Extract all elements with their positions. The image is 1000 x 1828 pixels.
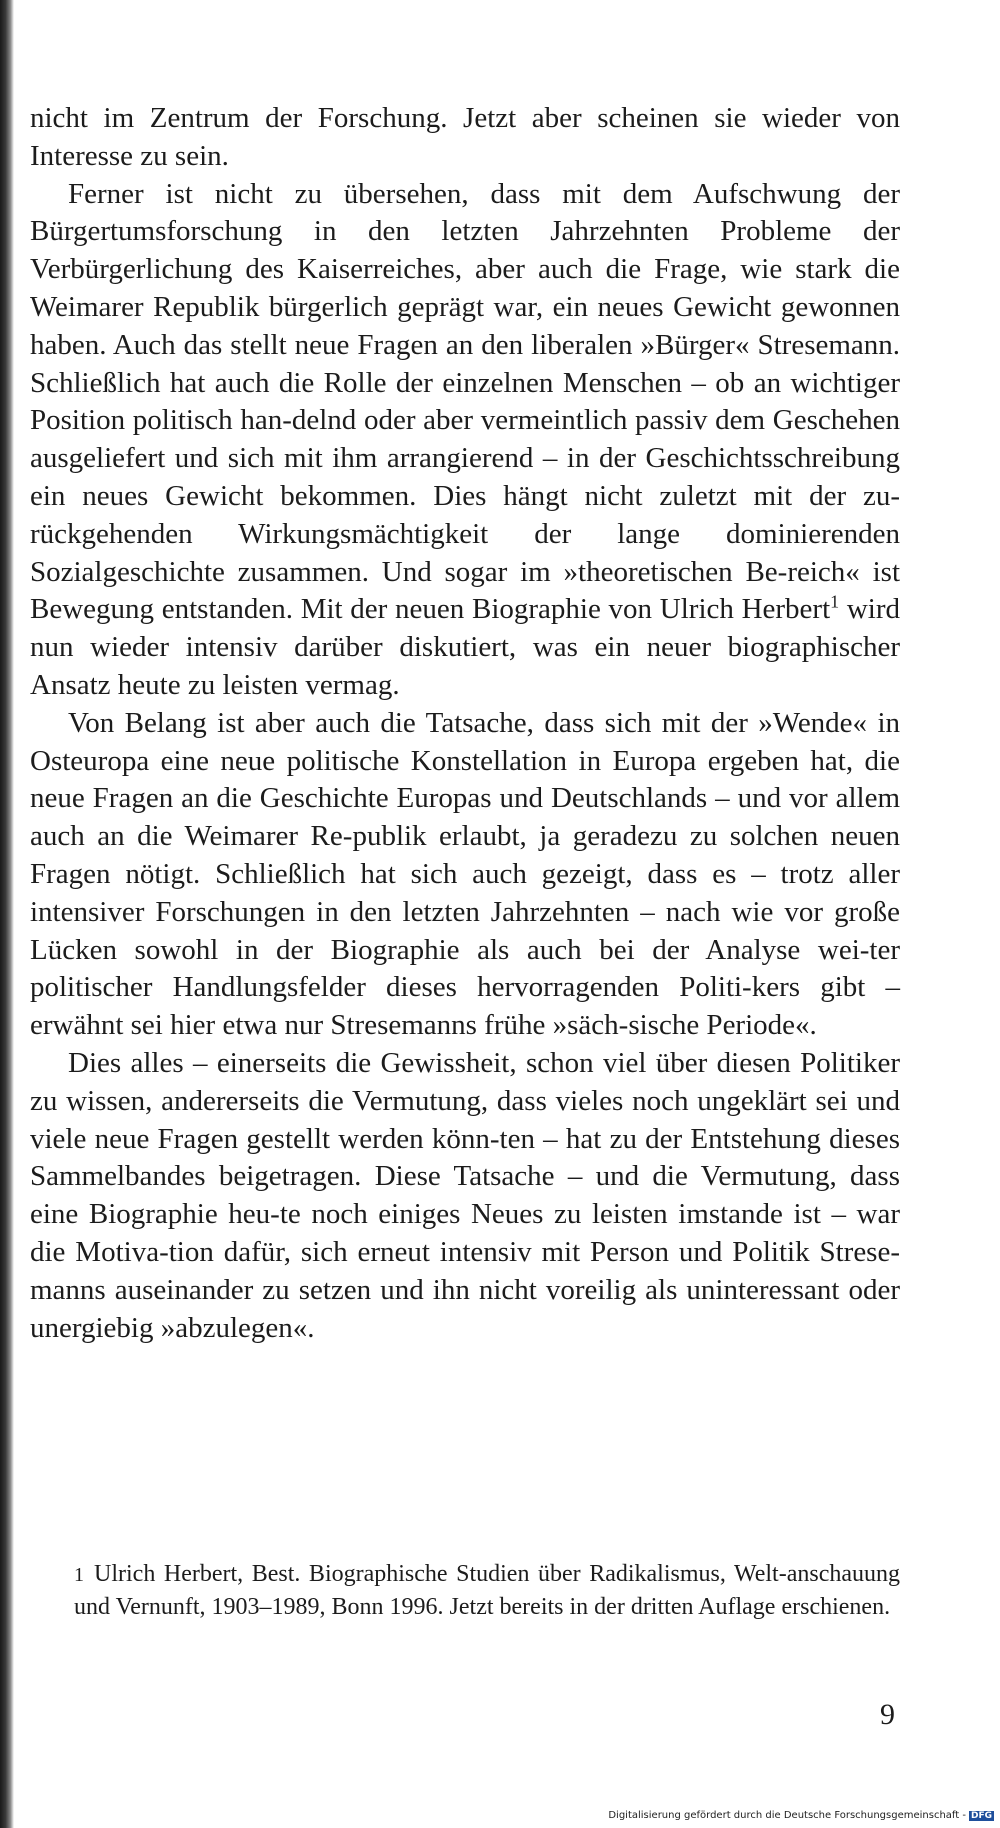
text-line: Ulrich Herbert — [659, 593, 831, 626]
text-line: und Deutschlands – und vor allem auch an die Weimarer Re- — [30, 782, 900, 853]
text-line: delnd oder aber vermeintlich passiv dem Geschehen ausgeliefert — [30, 404, 900, 475]
text-line: stark die Weimarer Republik bürgerlich geprägt war, ein neues — [30, 253, 900, 323]
text-line: neues Gewicht bekommen. Dies hängt nicht zuletzt mit der zu- — [82, 479, 900, 512]
text-line: Politiker zu wissen, andererseits die Vermutung, dass vieles — [30, 1046, 901, 1117]
text-line: te noch einiges Neues zu leisten imstande ist – war die Motiva- — [30, 1198, 901, 1268]
text-line: von Interesse zu sein. — [30, 102, 901, 172]
text-line: wird nun wieder intensiv darüber diskutiert, — [30, 593, 901, 664]
text-line: manns auseinander zu setzen und ihn nicht voreilig als — [30, 1273, 678, 1306]
text-line: Forschungen in den letzten Jahrzehnten – nach wie vor große — [155, 895, 900, 928]
text-line: Verbürgerlichung des Kaiserreiches, aber auch die Frage, wie — [30, 253, 783, 286]
text-line: reich« ist Bewegung entstanden. Mit der neuen Biographie von — [30, 555, 901, 626]
text-line: tion dafür, sich erneut intensiv mit Person und Politik Strese- — [168, 1235, 900, 1268]
footnote-text — [30, 1558, 900, 1623]
text-line: Ferner ist nicht zu übersehen, dass mit dem Aufschwung der — [68, 177, 900, 210]
text-line: liberalen »Bürger« Stresemann. Schließlich hat auch die Rolle der — [30, 328, 901, 399]
footnote-line: anschauung und Vernunft, 1903–1989, Bonn 1996. Jetzt bereits in der dritten — [74, 1561, 900, 1620]
dfg-logo: DFG — [970, 1811, 992, 1821]
text-line: Europa ergeben hat, die neue Fragen an die Geschichte Europas — [30, 744, 900, 815]
footnote-marker: 1 — [74, 1564, 84, 1586]
text-line: einzelnen Menschen – ob an wichtiger Position politisch han- — [30, 366, 900, 437]
text-line: Schließlich hat sich auch gezeigt, dass es – trotz aller intensiver — [30, 857, 900, 928]
digitization-credit — [608, 1810, 994, 1821]
footnote-line: Ulrich Herbert, Best. Biographische Studien über Radikalismus, Welt- — [94, 1561, 787, 1587]
text-line: was ein neuer biographischer Ansatz heute zu leisten vermag. — [30, 631, 900, 701]
footnote-line: Auflage erschienen. — [698, 1594, 891, 1620]
text-line: »Wende« in Osteuropa eine neue politische Konstellation in — [30, 706, 901, 777]
text-line: Diese Tatsache – und die Vermutung, dass eine Biographie heu- — [30, 1160, 901, 1231]
text-line: sische Periode«. — [628, 1009, 817, 1042]
text-line: ten – hat zu der Entstehung dieses Sammelbandes beigetragen. — [30, 1122, 901, 1193]
text-line: noch ungeklärt sei und viele neue Fragen gestellt werden könn- — [30, 1084, 900, 1155]
text-line: Dies alles – einerseits die Gewissheit, schon viel über diesen — [68, 1046, 791, 1079]
footnote-reference: 1 — [830, 591, 840, 612]
text-line: Gewicht gewonnen haben. Auch das stellt neue Fragen an den — [30, 290, 901, 361]
paragraph-2 — [30, 176, 900, 705]
paragraph-3 — [30, 705, 900, 1045]
text-line: und sich mit ihm arrangierend – in der Geschichtsschreibung ein — [30, 442, 900, 512]
paragraph-4 — [30, 1045, 900, 1347]
text-line: rückgehenden Wirkungsmächtigkeit der lange dominierenden — [30, 517, 900, 550]
text-line: Von Belang ist aber auch die Tatsache, dass sich mit der — [68, 706, 748, 739]
text-line: nicht im Zentrum der Forschung. Jetzt aber scheinen sie wieder — [30, 102, 841, 134]
text-line: Sozialgeschichte zusammen. Und sogar im »theoretischen Be- — [30, 555, 788, 588]
footnote — [30, 1558, 900, 1623]
text-line: ter politischer Handlungsfelder dieses hervorragenden Politi- — [30, 933, 900, 1004]
page-number: 9 — [880, 1698, 895, 1731]
text-line: Lücken sowohl in der Biographie als auch bei der Analyse wei- — [30, 933, 870, 966]
page-binding-shadow — [0, 0, 14, 1828]
body-text — [30, 100, 900, 1347]
text-line: uninteressant oder unergiebig »abzulegen«. — [30, 1273, 900, 1344]
credit-text: Digitalisierung gefördert durch die Deutsche Forschungsgemeinschaft - — [608, 1810, 966, 1821]
text-line: publik erlaubt, ja geradezu zu solchen neuen Fragen nötigt. — [30, 820, 901, 890]
text-line: kers gibt – erwähnt sei hier etwa nur Stresemanns frühe »säch- — [30, 971, 900, 1042]
paragraph-1 — [30, 100, 900, 176]
text-line: Bürgertumsforschung in den letzten Jahrzehnten Probleme der — [30, 215, 900, 248]
